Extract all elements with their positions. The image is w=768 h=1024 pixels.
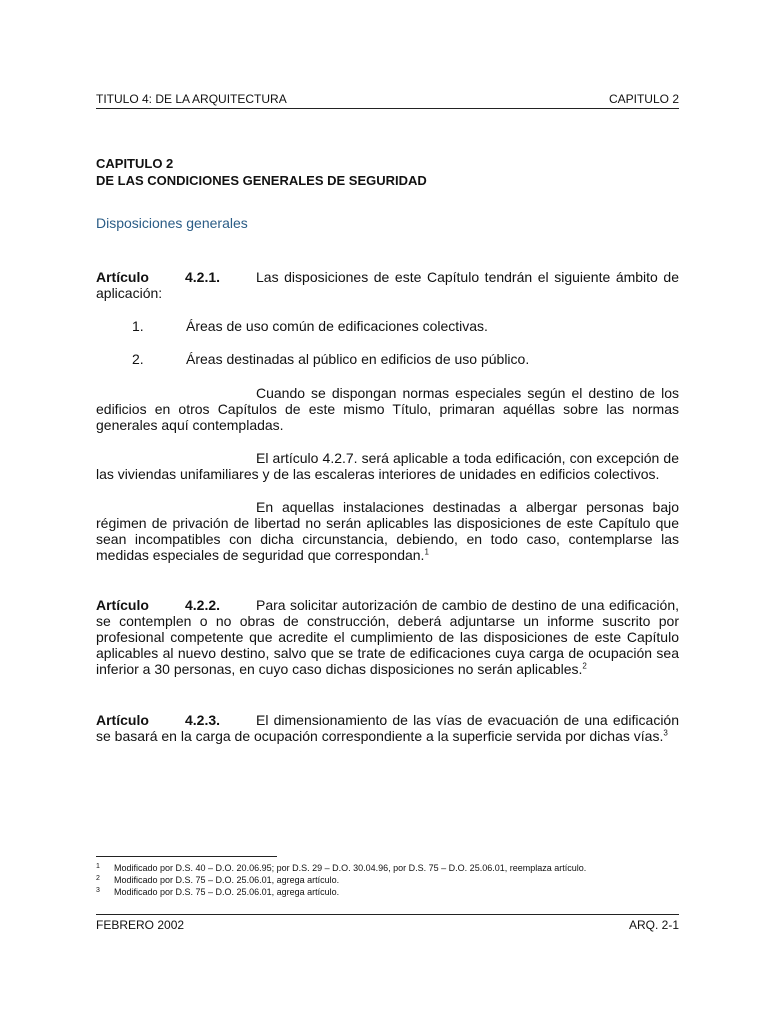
article-text: Las disposiciones de este Capítulo tendrán el siguiente ámbito de aplicación: — [96, 269, 679, 301]
footnote: 1 Modificado por D.S. 40 – D.O. 20.06.95; por D.S. 29 – D.O. 30.04.96, por D.S. 75 – D.O. 25.06.01, reemplaza artículo. — [96, 863, 587, 873]
running-footer — [96, 918, 679, 932]
list-item: 2. Áreas destinadas al público en edificios de uso público. — [132, 351, 530, 367]
page-number: ARQ. 2-1 — [628, 918, 679, 932]
footnote: 3 Modificado por D.S. 75 – D.O. 25.06.01, agrega artículo. — [96, 887, 340, 897]
article-text: Para solicitar autorización de cambio de destino de una edificación, se contemplen o no obras de construcción, deberá adjuntarse un informe suscrito por profesional competente que acredite el cumplimiento de las disposiciones de este Capítulo aplicables al nuevo destino, salvo que se trate de edificaciones cuya carga de ocupación sea inferior a 30 personas, en cuyo caso dichas disposiciones no serán aplicables. — [96, 597, 679, 677]
article-label: Artículo 4.2.2. — [96, 597, 221, 613]
footnote-divider — [96, 856, 277, 857]
footnote-ref: 2 — [582, 661, 587, 671]
chapter-title: DE LAS CONDICIONES GENERALES DE SEGURIDAD — [96, 173, 427, 188]
footnote: 2 Modificado por D.S. 75 – D.O. 25.06.01, agrega artículo. — [96, 875, 340, 885]
article-4-2-2 — [96, 597, 679, 677]
article-text: El dimensionamiento de las vías de evacuación de una edificación se basará en la carga de ocupación correspondiente a la superficie servida por dichas vías. — [96, 712, 679, 744]
article-4-2-1 — [96, 269, 679, 301]
paragraph: El artículo 4.2.7. será aplicable a toda edificación, con excepción de las viviendas unifamiliares y de las escaleras interiores de unidades en edificios colectivos. — [96, 450, 679, 482]
footnote-ref: 1 — [424, 547, 429, 557]
list-item: 1. Áreas de uso común de edificaciones colectivas. — [132, 318, 488, 334]
article-label: Artículo 4.2.1. — [96, 269, 221, 285]
article-4-2-3 — [96, 712, 679, 744]
footnotes — [96, 862, 586, 898]
paragraph: Cuando se dispongan normas especiales según el destino de los edificios en otros Capítulos de este mismo Título, primaran aquéllas sobre las normas generales aquí contempladas. — [96, 385, 679, 433]
footer-divider — [96, 914, 679, 915]
article-label: Artículo 4.2.3. — [96, 712, 221, 728]
paragraph: En aquellas instalaciones destinadas a albergar personas bajo régimen de privación de libertad no serán aplicables las disposiciones de este Capítulo que sean incompatibles con dicha circunstancia, debiendo, en todo caso, contemplarse las medidas especiales de seguridad que correspondan.$^1$ — [96, 499, 679, 563]
running-header — [96, 92, 679, 106]
footnote-ref: 3 — [663, 728, 668, 738]
footer-date: FEBRERO 2002 — [96, 918, 185, 932]
header-title: TITULO 4: DE LA ARQUITECTURA — [96, 92, 287, 106]
header-chapter: CAPITULO 2 — [608, 92, 679, 106]
header-divider — [96, 108, 679, 109]
chapter-number: CAPITULO 2 — [96, 156, 174, 171]
section-heading: Disposiciones generales — [96, 215, 248, 231]
chapter-heading — [96, 155, 679, 189]
